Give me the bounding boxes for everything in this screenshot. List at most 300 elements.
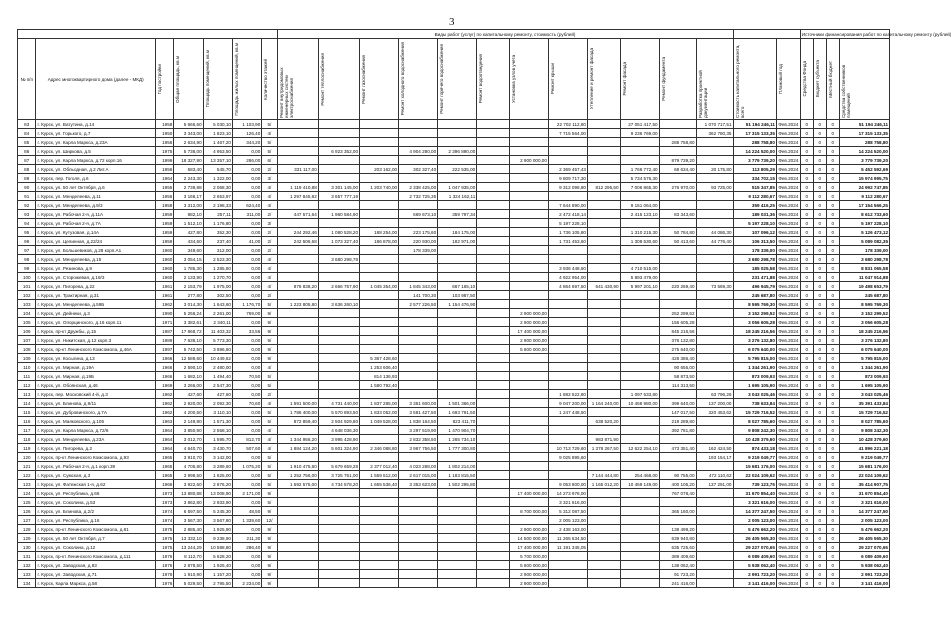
- cell-fl: 5/: [262, 462, 277, 471]
- cell-s1: 8 112,70: [174, 552, 203, 561]
- cell-fac: [587, 210, 620, 219]
- cell-h: [318, 489, 359, 498]
- cell-f: 0: [800, 156, 813, 165]
- cell-l: 0: [826, 552, 839, 561]
- cell-me: 8 700 000,00: [509, 507, 548, 516]
- cell-s3: 0,00: [232, 192, 261, 201]
- cell-s2: 427,60: [203, 390, 232, 399]
- cell-h: [318, 291, 359, 300]
- cell-total: 3 043 025,46: [733, 390, 776, 399]
- cell-own: 6 075 640,00: [839, 345, 889, 354]
- table-row: [18, 489, 890, 498]
- cell-proj: 362 780,35: [696, 129, 733, 138]
- column-header: [203, 39, 232, 120]
- cell-fac: [587, 174, 620, 183]
- cell-proj: [696, 426, 733, 435]
- column-header-label: Ремонт водоотведения: [478, 54, 484, 104]
- cell-total: 9 219 049,77: [733, 453, 776, 462]
- cell-y: Фев.2024: [778, 328, 799, 334]
- cell-s3: 0,00: [232, 561, 261, 570]
- cell-fund: 879 739,20: [659, 156, 696, 165]
- cell-s1: 2 878,50: [174, 561, 203, 570]
- cell-s2: 13 008,90: [203, 489, 232, 498]
- cell-dr: [477, 165, 510, 174]
- cell-s2: 1 467,20: [203, 138, 232, 147]
- cell-proj: [696, 462, 733, 471]
- cell-h: 5 679 659,28: [318, 462, 359, 471]
- cell-h: 3 680 298,78: [318, 255, 359, 264]
- cell-s2: 1 571,30: [203, 417, 232, 426]
- cell-s1: 3 567,30: [174, 516, 203, 525]
- cell-own: 15 974 995,75: [839, 174, 889, 183]
- cell-hw: [438, 561, 477, 570]
- cell-s3: 0,00: [232, 354, 261, 363]
- cell-dr: [477, 399, 510, 408]
- cell-hw: [438, 489, 477, 498]
- cell-own: 2 991 723,20: [839, 570, 889, 579]
- cell-dr: [477, 426, 510, 435]
- cell-y: Фев.2024: [778, 130, 799, 136]
- cell-own: 17 315 133,35: [839, 129, 889, 138]
- cell-e: [277, 120, 318, 129]
- cell-e: 876 838,20: [277, 282, 318, 291]
- cell-proj: [696, 543, 733, 552]
- cell-me: [509, 129, 548, 138]
- column-header-label: Адрес многоквартирного дома (далее - МКД): [47, 76, 144, 82]
- cell-f: 0: [800, 201, 813, 210]
- cell-cw: [399, 336, 438, 345]
- cell-num: 114: [18, 399, 36, 408]
- cell-b: 0: [813, 273, 826, 282]
- cell-hw: 1 154 476,90: [438, 300, 477, 309]
- cell-hw: [438, 507, 477, 516]
- cell-fl: 4/: [262, 426, 277, 435]
- cell-fund: [659, 300, 696, 309]
- cell-hw: [438, 219, 477, 228]
- cell-addr: г. Курск, ул. Ватутина, д.14: [36, 120, 155, 129]
- cell-year: 1960: [155, 246, 173, 255]
- cell-fund: 389 409,60: [659, 552, 696, 561]
- cell-dr: [477, 444, 510, 453]
- cell-hw: [438, 516, 477, 525]
- cell-fl: 5/: [262, 372, 277, 381]
- cell-dr: [477, 516, 510, 525]
- cell-e: 872 859,40: [277, 417, 318, 426]
- column-header: [18, 39, 36, 120]
- cell-fac: [587, 165, 620, 174]
- cell-f: 0: [800, 417, 813, 426]
- cell-fac: [587, 462, 620, 471]
- column-header: [399, 39, 438, 120]
- cell-s1: 3 910,70: [174, 453, 203, 462]
- cell-s3: 211,30: [232, 534, 261, 543]
- cell-roof: 2 369 457,43: [548, 165, 587, 174]
- cell-fund: [659, 264, 696, 273]
- cell-me: [509, 228, 548, 237]
- cell-g: [360, 498, 399, 507]
- cell-h: [318, 543, 359, 552]
- cell-b: 0: [813, 336, 826, 345]
- cell-fac: [587, 291, 620, 300]
- cell-num: 101: [18, 282, 36, 291]
- cell-fac2: [620, 543, 659, 552]
- cell-addr: г. Курск, ул. Соколина, д.12: [36, 543, 155, 552]
- cell-e: [277, 498, 318, 507]
- table-row: [18, 255, 890, 264]
- cell-fac: [587, 201, 620, 210]
- cell-roof: 10 713 729,60: [548, 444, 587, 453]
- cell-fund: 83 343,60: [659, 210, 696, 219]
- cell-fac2: 1 308 530,60: [620, 237, 659, 246]
- cell-s3: 1 176,70: [232, 300, 261, 309]
- cell-h: [318, 309, 359, 318]
- cell-proj: [696, 552, 733, 561]
- cell-own: 178 339,00: [839, 246, 889, 255]
- cell-roof: 9 312 098,80: [548, 183, 587, 192]
- cell-g: [360, 219, 399, 228]
- cell-hw: [438, 318, 477, 327]
- cell-proj: [696, 201, 733, 210]
- cell-proj: [696, 561, 733, 570]
- column-header-label: Ремонт фундамента: [660, 57, 666, 101]
- cell-fund: 473 351,40: [659, 444, 696, 453]
- cell-own: 24 992 747,85: [839, 183, 889, 192]
- cell-own: 41 896 221,18: [839, 444, 889, 453]
- column-header-label: Площадь помещений, кв.м: [204, 50, 210, 108]
- cell-y: Фев.2024: [778, 499, 799, 505]
- cell-fund: 156 605,28: [659, 318, 696, 327]
- cell-proj: [696, 516, 733, 525]
- cell-fac2: [620, 138, 659, 147]
- cell-fl: 9/: [262, 345, 277, 354]
- cell-num: 110: [18, 363, 36, 372]
- cell-s3: 0,00: [232, 318, 261, 327]
- cell-num: 130: [18, 543, 36, 552]
- cell-h: [318, 327, 359, 336]
- cell-cw: 2 617 015,00: [399, 471, 438, 480]
- cell-l: 0: [826, 408, 839, 417]
- cell-fac: [587, 300, 620, 309]
- cell-num: 97: [18, 246, 36, 255]
- cell-me: [509, 174, 548, 183]
- cell-addr: г. Курск, ул. Горького, д.7: [36, 129, 155, 138]
- cell-proj: 137 291,00: [696, 480, 733, 489]
- table-body: [18, 120, 890, 588]
- cell-dr: [477, 354, 510, 363]
- cell-l: 0: [826, 210, 839, 219]
- cell-dr: [477, 264, 510, 273]
- cell-l: 0: [826, 570, 839, 579]
- cell-dr: [477, 372, 510, 381]
- cell-dr: [477, 480, 510, 489]
- cell-year: 1962: [155, 300, 173, 309]
- cell-year: 1969: [155, 381, 173, 390]
- cell-total: 26 405 565,30: [733, 534, 776, 543]
- cell-fac2: [620, 363, 659, 372]
- cell-g: [360, 507, 399, 516]
- cell-me: [509, 462, 548, 471]
- cell-s2: 1 176,80: [203, 219, 232, 228]
- cell-h: [318, 579, 359, 588]
- cell-e: [277, 489, 318, 498]
- cell-f: 0: [800, 183, 813, 192]
- cell-b: 0: [813, 399, 826, 408]
- cell-fund: [659, 498, 696, 507]
- cell-own: 5 795 815,00: [839, 354, 889, 363]
- cell-y: Фев.2024: [778, 445, 799, 451]
- cell-proj: [696, 192, 733, 201]
- cell-b: 0: [813, 516, 826, 525]
- cell-num: 125: [18, 498, 36, 507]
- cell-year: 1989: [155, 336, 173, 345]
- cell-total: 15 681 176,00: [733, 462, 776, 471]
- cell-fl: 4/: [262, 282, 277, 291]
- cell-y: Фев.2024: [778, 265, 799, 271]
- cell-dr: [477, 174, 510, 183]
- cell-me: 14 500 000,00: [509, 534, 548, 543]
- cell-num: 132: [18, 561, 36, 570]
- cell-own: 51 194 246,11: [839, 120, 889, 129]
- column-header-label: Ремонт горячего водоснабжения: [439, 44, 445, 114]
- cell-own: 26 405 565,30: [839, 534, 889, 543]
- cell-hw: 222 535,00: [438, 165, 477, 174]
- cell-addr: г. Курск, Карла Маркса, д.58: [36, 579, 155, 588]
- cell-fac: [587, 372, 620, 381]
- cell-fac2: [620, 561, 659, 570]
- cell-num: 111: [18, 372, 36, 381]
- cell-e: 1 252 756,00: [277, 471, 318, 480]
- cell-h: 2 666 757,90: [318, 282, 359, 291]
- cell-dr: [477, 336, 510, 345]
- cell-s1: 3 166,17: [174, 192, 203, 201]
- cell-fl: 5/: [262, 381, 277, 390]
- cell-num: 83: [18, 120, 36, 129]
- cell-l: 0: [826, 147, 839, 156]
- cell-s3: 0,00: [232, 363, 261, 372]
- cell-dr: [477, 363, 510, 372]
- cell-fl: 9/: [262, 336, 277, 345]
- cell-proj: 44 086,30: [696, 228, 733, 237]
- cell-f: 0: [800, 570, 813, 579]
- cell-b: 0: [813, 444, 826, 453]
- cell-s3: 0,00: [232, 174, 261, 183]
- cell-dr: [477, 228, 510, 237]
- cell-g: [360, 264, 399, 273]
- cell-fl: 5/: [262, 120, 277, 129]
- cell-addr: г. Курск, ул. Сумская, д.3: [36, 471, 155, 480]
- cell-dr: [477, 462, 510, 471]
- cell-num: 95: [18, 228, 36, 237]
- cell-me: 5 700 000,00: [509, 552, 548, 561]
- cell-fund: 400 105,20: [659, 480, 696, 489]
- cell-own: 22 024 109,62: [839, 471, 889, 480]
- cell-b: 0: [813, 552, 826, 561]
- cell-l: 0: [826, 228, 839, 237]
- cell-y: Фев.2024: [778, 238, 799, 244]
- cell-h: 4 731 440,00: [318, 399, 359, 408]
- cell-proj: 1 070 717,51: [696, 120, 733, 129]
- cell-l: 0: [826, 354, 839, 363]
- cell-total: 8 595 769,30: [733, 300, 776, 309]
- cell-s2: 545,70: [203, 165, 232, 174]
- cell-roof: [548, 381, 587, 390]
- cell-h: 3 301 145,00: [318, 183, 359, 192]
- cell-g: 1 049 528,00: [360, 417, 399, 426]
- column-header: [360, 39, 399, 120]
- cell-h: [318, 174, 359, 183]
- cell-l: 0: [826, 291, 839, 300]
- cell-s3: 0,00: [232, 498, 261, 507]
- cell-roof: 5 197 228,10: [548, 219, 587, 228]
- cell-l: 0: [826, 498, 839, 507]
- cell-y: Фев.2024: [778, 256, 799, 262]
- cell-s1: 2 885,40: [174, 525, 203, 534]
- cell-own: 10 428 379,60: [839, 435, 889, 444]
- cell-b: 0: [813, 381, 826, 390]
- cell-s3: 812,70: [232, 435, 261, 444]
- cell-me: [509, 201, 548, 210]
- cell-fac: [587, 192, 620, 201]
- cell-fl: 9/: [262, 525, 277, 534]
- cell-l: 0: [826, 246, 839, 255]
- cell-num: 118: [18, 435, 36, 444]
- table-row: [18, 453, 890, 462]
- cell-dr: [477, 300, 510, 309]
- cell-proj: [696, 174, 733, 183]
- cell-num: 89: [18, 174, 36, 183]
- cell-fac2: 10 468 980,00: [620, 399, 659, 408]
- cell-fac2: 4 710 515,00: [620, 264, 659, 273]
- cell-total: 334 702,15: [733, 174, 776, 183]
- cell-f: 0: [800, 471, 813, 480]
- cell-y: Фев.2024: [778, 157, 799, 163]
- cell-addr: г. Курск, ул. Дубровинского, д.7А: [36, 408, 155, 417]
- cell-addr: г. Курск, ул. Обоянская, д.46: [36, 381, 155, 390]
- cell-cw: 2 732 725,35: [399, 192, 438, 201]
- cell-fl: 9/: [262, 579, 277, 588]
- cell-addr: г. Курск, пр-кт Ленинского Комсомола, д.111: [36, 552, 155, 561]
- cell-hw: [438, 525, 477, 534]
- cell-fl: 5/: [262, 138, 277, 147]
- cell-s1: 2 739,88: [174, 183, 203, 192]
- cell-num: 99: [18, 264, 36, 273]
- cell-s2: 2 523,30: [203, 255, 232, 264]
- cell-own: 31 670 854,40: [839, 489, 889, 498]
- table-row: [18, 183, 890, 192]
- cell-fund: [659, 246, 696, 255]
- cell-roof: 7 715 564,00: [548, 129, 587, 138]
- cell-num: 96: [18, 237, 36, 246]
- cell-fac2: 5 997 201,10: [620, 282, 659, 291]
- column-header: [826, 39, 839, 120]
- column-header: [36, 39, 155, 120]
- cell-y: Фев.2024: [778, 544, 799, 550]
- cell-f: 0: [800, 507, 813, 516]
- cell-e: [277, 390, 318, 399]
- cell-cw: [399, 390, 438, 399]
- cell-fac2: [620, 498, 659, 507]
- cell-addr: г. Курск, ул. Мирная, д.19Б: [36, 372, 155, 381]
- cell-s3: 0,00: [232, 471, 261, 480]
- cell-roof: [548, 552, 587, 561]
- cell-fund: [659, 120, 696, 129]
- cell-year: 1956: [155, 165, 173, 174]
- cell-me: [509, 165, 548, 174]
- cell-fac2: [620, 372, 659, 381]
- cell-s1: 3 014,30: [174, 300, 203, 309]
- cell-hw: 1 470 904,70: [438, 426, 477, 435]
- table-row: [18, 462, 890, 471]
- cell-g: [360, 309, 399, 318]
- cell-num: 93: [18, 210, 36, 219]
- cell-g: [360, 246, 399, 255]
- cell-e: 1 119 410,88: [277, 183, 318, 192]
- cell-s2: 2 558,10: [203, 426, 232, 435]
- cell-total: 496 945,79: [733, 282, 776, 291]
- cell-y: Фев.2024: [778, 301, 799, 307]
- cell-fac2: 7 006 865,30: [620, 183, 659, 192]
- cell-l: 0: [826, 426, 839, 435]
- cell-g: [360, 318, 399, 327]
- cell-s1: 2 590,10: [174, 363, 203, 372]
- cell-s2: 1 157,20: [203, 570, 232, 579]
- cell-fl: 2/: [262, 210, 277, 219]
- cell-own: 3 321 616,00: [839, 498, 889, 507]
- cell-year: 1956: [155, 192, 173, 201]
- cell-proj: [696, 156, 733, 165]
- cell-addr: г. Курск, ул. Блинова, д.2/2: [36, 507, 155, 516]
- cell-roof: 14 273 978,00: [548, 489, 587, 498]
- cell-proj: 44 776,40: [696, 237, 733, 246]
- cell-num: 129: [18, 534, 36, 543]
- cell-me: [509, 120, 548, 129]
- cell-roof: 9 025 895,60: [548, 453, 587, 462]
- cell-year: 1976: [155, 579, 173, 588]
- cell-roof: [548, 570, 587, 579]
- column-header-label: Ремонт внутридомовых инженерных систем электроснабжения: [278, 67, 294, 118]
- cell-fac: [587, 129, 620, 138]
- cell-s1: 3 382,61: [174, 318, 203, 327]
- cell-total: 2 005 123,00: [733, 516, 776, 525]
- cell-hw: [438, 372, 477, 381]
- cell-h: [318, 336, 359, 345]
- cell-fl: 5/: [262, 408, 277, 417]
- works-group-header: Виды работ (услуг) по капитальному ремонту, стоимость (рублей): [277, 30, 733, 39]
- cell-fac: 812 295,50: [587, 183, 620, 192]
- cell-l: 0: [826, 534, 839, 543]
- cell-fac: [587, 309, 620, 318]
- cell-l: 0: [826, 165, 839, 174]
- cell-b: 0: [813, 480, 826, 489]
- cell-roof: [548, 417, 587, 426]
- cell-s1: 3 012,70: [174, 435, 203, 444]
- cell-cw: [399, 543, 438, 552]
- cell-e: 1 223 805,80: [277, 300, 318, 309]
- column-header: [155, 39, 173, 120]
- cell-s2: 1 925,40: [203, 561, 232, 570]
- cell-year: 1964: [155, 435, 173, 444]
- table-row: [18, 579, 890, 588]
- table-row: [18, 300, 890, 309]
- cell-s1: 3 312,00: [174, 201, 203, 210]
- cell-dr: [477, 543, 510, 552]
- cell-fund: [659, 516, 696, 525]
- cell-hw: [438, 201, 477, 210]
- table-row: [18, 372, 890, 381]
- cell-proj: [696, 291, 733, 300]
- cell-addr: г. Курск, ул. Менделеева, д.11: [36, 192, 155, 201]
- cell-total: 106 313,50: [733, 237, 776, 246]
